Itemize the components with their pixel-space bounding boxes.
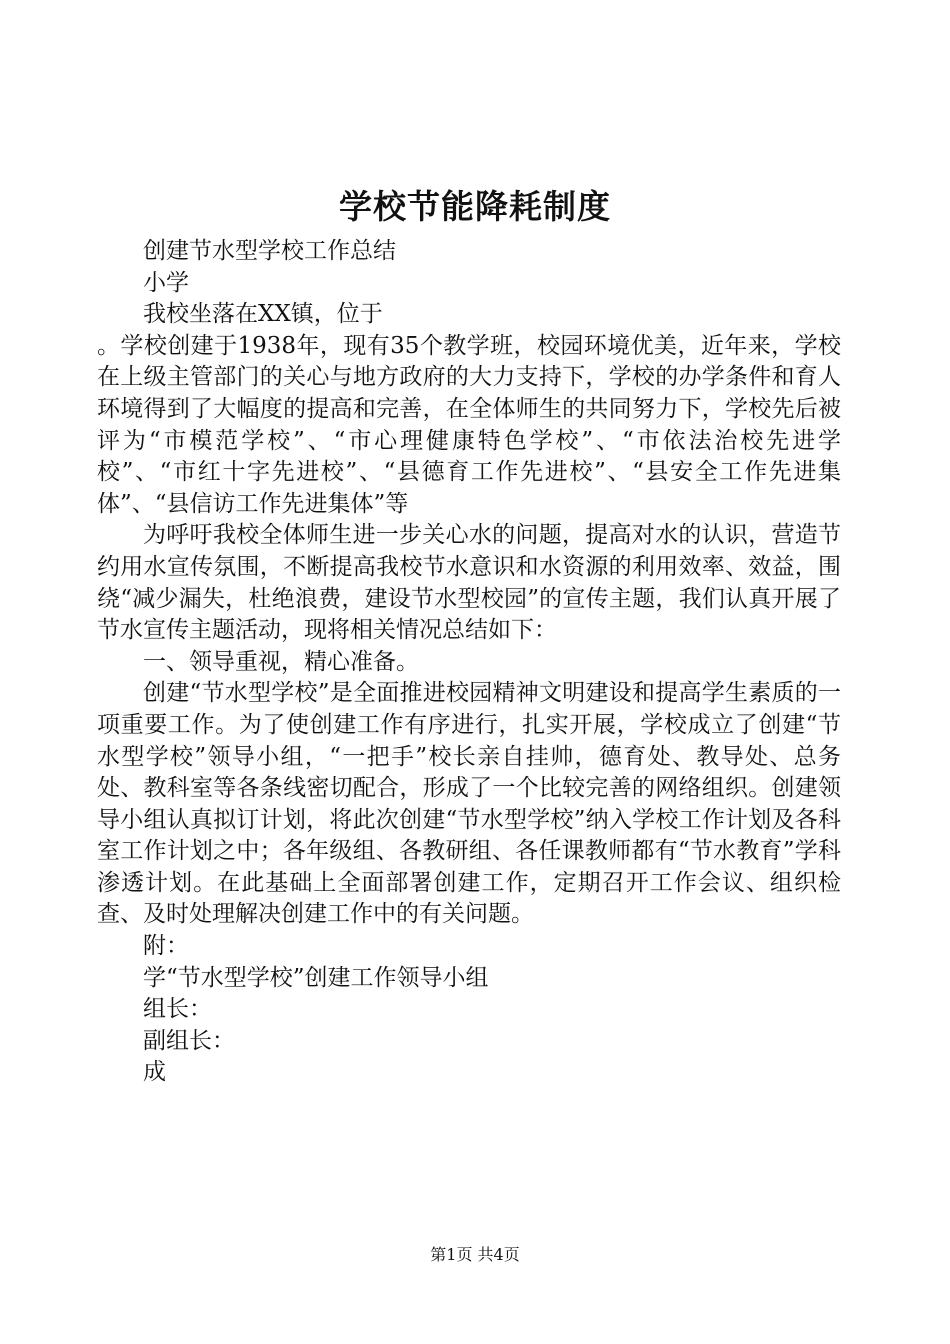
paragraph-organization: 创建“节水型学校”是全面推进校园精神文明建设和提高学生素质的一项重要工作。为了使创建工作有序进行，扎实开展，学校成立了创建“节水型学校”领导小组，“一把手”校长亲自挂帅，德育处、教导处、总务处、教科室等各条线密切配合，形成了一个比较完善的网络组织。创建领导小组认真拟订计划，将此次创建“节水型学校”纳入学校工作计划及各科室工作计划之中；各年级组、各教研组、各任课教师都有“节水教育”学科渗透计划。在此基础上全面部署创建工作，定期召开工作会议、组织检查、及时处理解决创建工作中的有关问题。 — [97, 680, 841, 928]
paragraph-subtitle: 创建节水型学校工作总结 — [143, 238, 396, 264]
paragraph-purpose: 为呼吁我校全体师生进一步关心水的问题，提高对水的认识，营造节约用水宣传氛围，不断提高我校节水意识和水资源的利用效率、效益，围绕“减少漏失，杜绝浪费，建设节水型校园”的宣传主题，我们认真开展了节水宣传主题活动，现将相关情况总结如下： — [97, 522, 841, 644]
paragraph-group-title: 学“节水型学校”创建工作领导小组 — [143, 964, 489, 991]
paragraph-leader: 组长： — [143, 996, 212, 1023]
paragraph-location: 我校坐落在XX镇，位于 — [143, 301, 383, 328]
paragraph-section-heading: 一、领导重视，精心准备。 — [143, 648, 419, 675]
page-footer: 第1页 共4页 — [430, 1245, 520, 1264]
document-title: 学校节能降耗制度 — [339, 187, 611, 226]
paragraph-deputy-leader: 副组长： — [143, 1027, 235, 1054]
document-body — [97, 236, 841, 1089]
paragraph-school-intro: 。学校创建于1938年，现有35个教学班，校园环境优美，近年来，学校在上级主管部门的关心与地方政府的大力支持下，学校的办学条件和育人环境得到了大幅度的提高和完善，在全体师生的共同努力下，学校先后被评为“市模范学校”、“市心理健康特色学校”、“市依法治校先进学校”、“市红十字先进校”、“县德育工作先进校”、“县安全工作先进集体”、“县信访工作先进集体”等 — [97, 332, 841, 517]
paragraph-members: 成 — [143, 1059, 166, 1086]
paragraph-appendix: 附： — [143, 933, 189, 960]
paragraph-school: 小学 — [143, 269, 189, 296]
